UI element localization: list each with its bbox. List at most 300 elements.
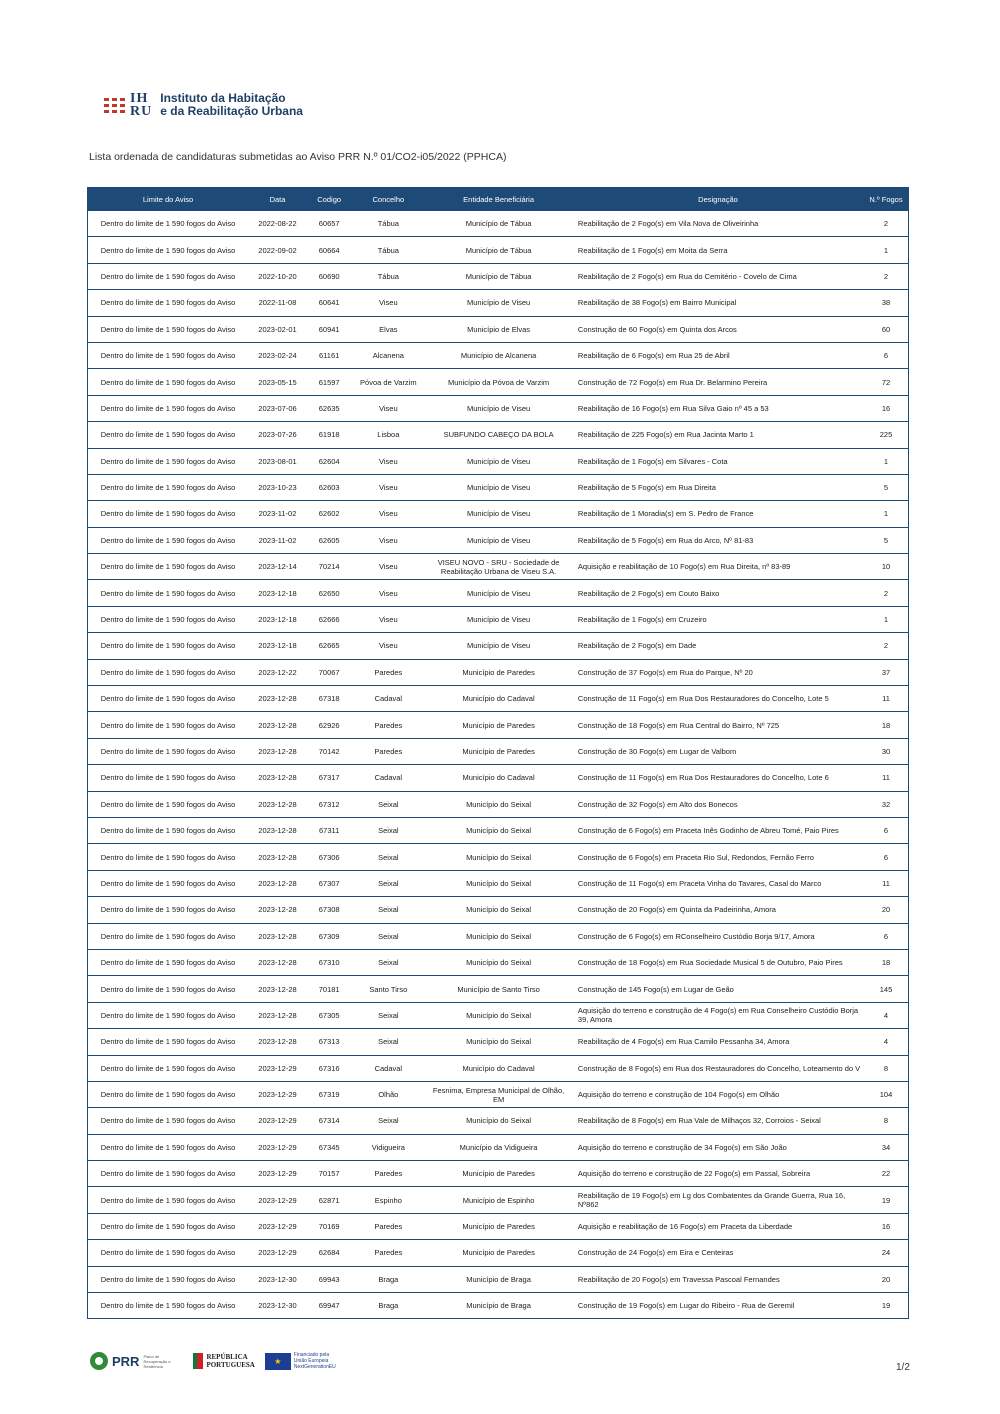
table-cell: 20 xyxy=(864,897,908,923)
table-cell: Município de Viseu xyxy=(425,501,572,527)
eu-logo xyxy=(265,1352,354,1370)
eu-flag-icon: ★ xyxy=(265,1353,291,1370)
table-row xyxy=(88,448,909,474)
table-cell: Seixal xyxy=(351,844,425,870)
table-cell: Dentro do limite de 1 590 fogos do Aviso xyxy=(88,1134,249,1160)
table-cell: Construção de 32 Fogo(s) em Alto dos Bonecos xyxy=(572,791,864,817)
republica-line-1: REPÚBLICA xyxy=(206,1353,248,1361)
table-cell: Seixal xyxy=(351,1002,425,1028)
table-cell: Dentro do limite de 1 590 fogos do Aviso xyxy=(88,897,249,923)
table-cell: Tábua xyxy=(351,263,425,289)
table-cell: Aquisição do terreno e construção de 4 Fogo(s) em Rua Conselheiro Custódio Borja 39, Amora xyxy=(572,1002,864,1028)
table-cell: 2022-11-08 xyxy=(248,290,307,316)
table-cell: SUBFUNDO CABEÇO DA BOLA xyxy=(425,422,572,448)
table-cell: 70067 xyxy=(307,659,352,685)
table-row xyxy=(88,527,909,553)
table-cell: 67312 xyxy=(307,791,352,817)
table-row xyxy=(88,501,909,527)
table-cell: 1 xyxy=(864,448,908,474)
table-cell: 19 xyxy=(864,1293,908,1319)
table-cell: Dentro do limite de 1 590 fogos do Aviso xyxy=(88,1029,249,1055)
table-cell: 5 xyxy=(864,527,908,553)
column-header: Data xyxy=(248,187,307,211)
table-cell: Dentro do limite de 1 590 fogos do Aviso xyxy=(88,342,249,368)
table-row xyxy=(88,897,909,923)
prr-small-text: Plano de Recuperação e Resiliência xyxy=(143,1353,171,1369)
table-cell: 2023-12-29 xyxy=(248,1213,307,1239)
table-cell: Espinho xyxy=(351,1187,425,1213)
table-cell: 62605 xyxy=(307,527,352,553)
table-cell: Reabilitação de 2 Fogo(s) em Vila Nova de Oliveirinha xyxy=(572,211,864,237)
table-cell: Construção de 6 Fogo(s) em RConselheiro Custódio Borja 9/17, Amora xyxy=(572,923,864,949)
table-row xyxy=(88,817,909,843)
table-cell: 67307 xyxy=(307,870,352,896)
table-cell: Reabilitação de 1 Moradia(s) em S. Pedro de France xyxy=(572,501,864,527)
table-cell: Município de Espinho xyxy=(425,1187,572,1213)
table-cell: 60690 xyxy=(307,263,352,289)
table-cell: Dentro do limite de 1 590 fogos do Aviso xyxy=(88,422,249,448)
table-row xyxy=(88,580,909,606)
table-cell: Dentro do limite de 1 590 fogos do Aviso xyxy=(88,791,249,817)
table-cell: Dentro do limite de 1 590 fogos do Aviso xyxy=(88,316,249,342)
table-cell: Dentro do limite de 1 590 fogos do Aviso xyxy=(88,633,249,659)
table-cell: Viseu xyxy=(351,474,425,500)
table-row xyxy=(88,237,909,263)
table-cell: Dentro do limite de 1 590 fogos do Aviso xyxy=(88,976,249,1002)
table-cell: 62650 xyxy=(307,580,352,606)
table-cell: 10 xyxy=(864,554,908,580)
portugal-flag-icon xyxy=(193,1353,203,1369)
table-row xyxy=(88,844,909,870)
table-cell: Município de Santo Tirso xyxy=(425,976,572,1002)
candidaturas-table xyxy=(87,187,909,1319)
table-cell: Município do Seixal xyxy=(425,1029,572,1055)
table-cell: 72 xyxy=(864,369,908,395)
table-cell: Reabilitação de 6 Fogo(s) em Rua 25 de Abril xyxy=(572,342,864,368)
table-row xyxy=(88,712,909,738)
republica-logo xyxy=(193,1353,254,1369)
logo-line-2: e da Reabilitação Urbana xyxy=(160,104,303,118)
table-cell: 2023-12-28 xyxy=(248,712,307,738)
table-cell: Município de Braga xyxy=(425,1293,572,1319)
logo-letters-bottom: RU xyxy=(130,104,153,119)
table-cell: 60 xyxy=(864,316,908,342)
table-cell: Construção de 18 Fogo(s) em Rua Sociedade Musical 5 de Outubro, Paio Pires xyxy=(572,949,864,975)
table-cell: 2023-07-26 xyxy=(248,422,307,448)
table-cell: Braga xyxy=(351,1293,425,1319)
table-cell: Aquisição do terreno e construção de 34 Fogo(s) em São João xyxy=(572,1134,864,1160)
table-cell: Município de Viseu xyxy=(425,474,572,500)
table-row xyxy=(88,949,909,975)
table-header-row xyxy=(88,187,909,211)
table-cell: Construção de 6 Fogo(s) em Praceta Inês Godinho de Abreu Tomé, Paio Pires xyxy=(572,817,864,843)
table-cell: Fesnima, Empresa Municipal de Olhão, EM xyxy=(425,1081,572,1107)
table-cell: 2 xyxy=(864,580,908,606)
table-row xyxy=(88,554,909,580)
table-body xyxy=(88,211,909,1319)
table-cell: 20 xyxy=(864,1266,908,1292)
column-header: N.º Fogos xyxy=(864,187,908,211)
table-cell: 38 xyxy=(864,290,908,316)
table-row xyxy=(88,738,909,764)
table-cell: Tábua xyxy=(351,237,425,263)
table-cell: Lisboa xyxy=(351,422,425,448)
table-cell: 11 xyxy=(864,765,908,791)
table-cell: 67345 xyxy=(307,1134,352,1160)
table-cell: 2023-12-28 xyxy=(248,1002,307,1028)
table-cell: Dentro do limite de 1 590 fogos do Aviso xyxy=(88,237,249,263)
table-cell: Dentro do limite de 1 590 fogos do Aviso xyxy=(88,263,249,289)
table-cell: Elvas xyxy=(351,316,425,342)
table-cell: Construção de 18 Fogo(s) em Rua Central do Bairro, Nº 725 xyxy=(572,712,864,738)
table-cell: 2023-12-30 xyxy=(248,1293,307,1319)
column-header: Limite do Aviso xyxy=(88,187,249,211)
table-cell: 2023-12-29 xyxy=(248,1108,307,1134)
table-cell: Município do Seixal xyxy=(425,791,572,817)
table-cell: Seixal xyxy=(351,1108,425,1134)
table-cell: 4 xyxy=(864,1029,908,1055)
table-cell: Dentro do limite de 1 590 fogos do Aviso xyxy=(88,1161,249,1187)
column-header: Concelho xyxy=(351,187,425,211)
table-row xyxy=(88,1002,909,1028)
table-cell: Cadaval xyxy=(351,765,425,791)
table-cell: 2023-12-18 xyxy=(248,606,307,632)
table-cell: 22 xyxy=(864,1161,908,1187)
table-cell: Município de Viseu xyxy=(425,633,572,659)
table-cell: 2023-12-28 xyxy=(248,844,307,870)
table-cell: 2022-08-22 xyxy=(248,211,307,237)
table-cell: Viseu xyxy=(351,501,425,527)
table-cell: Dentro do limite de 1 590 fogos do Aviso xyxy=(88,817,249,843)
table-cell: Aquisição e reabilitação de 10 Fogo(s) em Rua Direita, nº 83-89 xyxy=(572,554,864,580)
table-cell: Município de Elvas xyxy=(425,316,572,342)
table-cell: Dentro do limite de 1 590 fogos do Aviso xyxy=(88,949,249,975)
table-cell: Alcanena xyxy=(351,342,425,368)
table-cell: Construção de 11 Fogo(s) em Praceta Vinha do Tavares, Casal do Marco xyxy=(572,870,864,896)
table-cell: 1 xyxy=(864,501,908,527)
table-cell: Dentro do limite de 1 590 fogos do Aviso xyxy=(88,712,249,738)
table-cell: 70157 xyxy=(307,1161,352,1187)
table-row xyxy=(88,263,909,289)
table-cell: 2023-12-28 xyxy=(248,976,307,1002)
table-cell: Dentro do limite de 1 590 fogos do Aviso xyxy=(88,1187,249,1213)
table-cell: Dentro do limite de 1 590 fogos do Aviso xyxy=(88,923,249,949)
table-cell: 62665 xyxy=(307,633,352,659)
table-cell: 62604 xyxy=(307,448,352,474)
table-cell: Município de Tábua xyxy=(425,211,572,237)
table-cell: Município de Paredes xyxy=(425,659,572,685)
prr-logo xyxy=(90,1352,183,1370)
table-cell: 61597 xyxy=(307,369,352,395)
table-cell: Aquisição do terreno e construção de 22 Fogo(s) em Passal, Sobreira xyxy=(572,1161,864,1187)
table-cell: Município do Seixal xyxy=(425,923,572,949)
table-row xyxy=(88,1213,909,1239)
table-cell: 62666 xyxy=(307,606,352,632)
table-cell: 2023-12-28 xyxy=(248,870,307,896)
table-row xyxy=(88,474,909,500)
table-cell: Município de Alcanena xyxy=(425,342,572,368)
table-row xyxy=(88,633,909,659)
logo-bars-icon xyxy=(104,98,126,113)
table-cell: Seixal xyxy=(351,897,425,923)
table-cell: Seixal xyxy=(351,1029,425,1055)
table-cell: 2023-02-24 xyxy=(248,342,307,368)
table-row xyxy=(88,1266,909,1292)
table-cell: 2023-12-18 xyxy=(248,633,307,659)
table-cell: Município de Viseu xyxy=(425,290,572,316)
table-cell: 67310 xyxy=(307,949,352,975)
table-cell: Município do Cadaval xyxy=(425,1055,572,1081)
table-cell: Olhão xyxy=(351,1081,425,1107)
table-cell: Paredes xyxy=(351,1213,425,1239)
table-cell: Dentro do limite de 1 590 fogos do Aviso xyxy=(88,1240,249,1266)
eu-line-2: União Europeia xyxy=(293,1358,329,1364)
table-cell: Município do Seixal xyxy=(425,844,572,870)
table-cell: 16 xyxy=(864,395,908,421)
table-cell: Reabilitação de 20 Fogo(s) em Travessa Pascoal Fernandes xyxy=(572,1266,864,1292)
table-cell: 8 xyxy=(864,1108,908,1134)
table-cell: Aquisição e reabilitação de 16 Fogo(s) em Praceta da Liberdade xyxy=(572,1213,864,1239)
table-cell: 67305 xyxy=(307,1002,352,1028)
table-cell: 2023-12-28 xyxy=(248,738,307,764)
table-cell: Aquisição do terreno e construção de 104 Fogo(s) em Olhão xyxy=(572,1081,864,1107)
table-cell: 6 xyxy=(864,342,908,368)
table-cell: 2 xyxy=(864,263,908,289)
table-cell: Dentro do limite de 1 590 fogos do Aviso xyxy=(88,659,249,685)
table-row xyxy=(88,1293,909,1319)
table-cell: Dentro do limite de 1 590 fogos do Aviso xyxy=(88,1055,249,1081)
column-header: Entidade Beneficiária xyxy=(425,187,572,211)
table-cell: Seixal xyxy=(351,870,425,896)
table-cell: Reabilitação de 225 Fogo(s) em Rua Jacinta Marto 1 xyxy=(572,422,864,448)
table-cell: 2023-12-28 xyxy=(248,791,307,817)
table-cell: Município do Cadaval xyxy=(425,765,572,791)
table-cell: Município de Tábua xyxy=(425,263,572,289)
column-header: Codigo xyxy=(307,187,352,211)
table-cell: 24 xyxy=(864,1240,908,1266)
table-cell: 2023-11-02 xyxy=(248,527,307,553)
eu-line-3: NextGenerationEU xyxy=(293,1364,336,1370)
table-cell: Paredes xyxy=(351,712,425,738)
table-cell: Viseu xyxy=(351,448,425,474)
table-row xyxy=(88,1081,909,1107)
table-cell: 1 xyxy=(864,237,908,263)
table-cell: Construção de 24 Fogo(s) em Eira e Centeiras xyxy=(572,1240,864,1266)
table-cell: 11 xyxy=(864,870,908,896)
table-cell: 1 xyxy=(864,606,908,632)
table-cell: 60941 xyxy=(307,316,352,342)
table-cell: 67319 xyxy=(307,1081,352,1107)
table-cell: 2 xyxy=(864,211,908,237)
table-cell: Viseu xyxy=(351,633,425,659)
table-cell: Reabilitação de 1 Fogo(s) em Silvares - Cota xyxy=(572,448,864,474)
table-cell: 60641 xyxy=(307,290,352,316)
table-cell: 67309 xyxy=(307,923,352,949)
table-cell: Reabilitação de 5 Fogo(s) em Rua do Arco, Nº 81-83 xyxy=(572,527,864,553)
table-cell: 6 xyxy=(864,817,908,843)
table-cell: 2023-12-18 xyxy=(248,580,307,606)
table-cell: Seixal xyxy=(351,949,425,975)
table-row xyxy=(88,369,909,395)
table-cell: 67316 xyxy=(307,1055,352,1081)
table-cell: Viseu xyxy=(351,290,425,316)
table-cell: Município do Seixal xyxy=(425,870,572,896)
table-cell: Município de Paredes xyxy=(425,1161,572,1187)
table-cell: 70142 xyxy=(307,738,352,764)
table-cell: Dentro do limite de 1 590 fogos do Aviso xyxy=(88,870,249,896)
table-cell: 67311 xyxy=(307,817,352,843)
table-cell: Dentro do limite de 1 590 fogos do Aviso xyxy=(88,290,249,316)
table-cell: Município de Braga xyxy=(425,1266,572,1292)
table-cell: Reabilitação de 2 Fogo(s) em Couto Baixo xyxy=(572,580,864,606)
table-cell: Cadaval xyxy=(351,686,425,712)
table-cell: Município de Viseu xyxy=(425,606,572,632)
table-cell: 62871 xyxy=(307,1187,352,1213)
table-cell: 2023-08-01 xyxy=(248,448,307,474)
table-cell: Reabilitação de 2 Fogo(s) em Dade xyxy=(572,633,864,659)
table-cell: Construção de 11 Fogo(s) em Rua Dos Restauradores do Concelho, Lote 5 xyxy=(572,686,864,712)
table-cell: 6 xyxy=(864,844,908,870)
table-cell: 70214 xyxy=(307,554,352,580)
prr-label: PRR xyxy=(112,1353,140,1369)
table-cell: 30 xyxy=(864,738,908,764)
table-cell: 70169 xyxy=(307,1213,352,1239)
table-cell: Município do Seixal xyxy=(425,817,572,843)
table-cell: Município de Viseu xyxy=(425,395,572,421)
table-cell: Dentro do limite de 1 590 fogos do Aviso xyxy=(88,580,249,606)
table-cell: Reabilitação de 4 Fogo(s) em Rua Camilo Pessanha 34, Amora xyxy=(572,1029,864,1055)
table-cell: Reabilitação de 2 Fogo(s) em Rua do Cemitério - Covelo de Cima xyxy=(572,263,864,289)
table-cell: 18 xyxy=(864,949,908,975)
table-cell: 2023-11-02 xyxy=(248,501,307,527)
table-row xyxy=(88,606,909,632)
table-row xyxy=(88,1055,909,1081)
prr-circle-icon xyxy=(90,1352,108,1370)
table-cell: 225 xyxy=(864,422,908,448)
table-cell: 67317 xyxy=(307,765,352,791)
table-cell: 34 xyxy=(864,1134,908,1160)
table-cell: Município de Viseu xyxy=(425,580,572,606)
table-cell: Santo Tirso xyxy=(351,976,425,1002)
table-cell: Cadaval xyxy=(351,1055,425,1081)
table-cell: 2023-12-29 xyxy=(248,1161,307,1187)
table-cell: Município de Tábua xyxy=(425,237,572,263)
table-row xyxy=(88,395,909,421)
table-cell: 2023-12-14 xyxy=(248,554,307,580)
table-row xyxy=(88,791,909,817)
table-cell: 62635 xyxy=(307,395,352,421)
table-cell: 2023-12-28 xyxy=(248,765,307,791)
table-cell: Vidigueira xyxy=(351,1134,425,1160)
table-cell: 2023-07-06 xyxy=(248,395,307,421)
table-cell: Dentro do limite de 1 590 fogos do Aviso xyxy=(88,554,249,580)
table-cell: Dentro do limite de 1 590 fogos do Aviso xyxy=(88,395,249,421)
table-cell: 62603 xyxy=(307,474,352,500)
table-row xyxy=(88,1240,909,1266)
table-cell: 61161 xyxy=(307,342,352,368)
table-cell: 8 xyxy=(864,1055,908,1081)
table-cell: Viseu xyxy=(351,527,425,553)
table-row xyxy=(88,1108,909,1134)
table-cell: 6 xyxy=(864,923,908,949)
table-cell: 60657 xyxy=(307,211,352,237)
table-cell: 67306 xyxy=(307,844,352,870)
logo-line-1: Instituto da Habitação xyxy=(160,91,286,105)
table-row xyxy=(88,1134,909,1160)
table-cell: Viseu xyxy=(351,580,425,606)
table-cell: Seixal xyxy=(351,923,425,949)
table-cell: 2022-10-20 xyxy=(248,263,307,289)
table-cell: Dentro do limite de 1 590 fogos do Aviso xyxy=(88,738,249,764)
table-row xyxy=(88,316,909,342)
table-cell: Dentro do limite de 1 590 fogos do Aviso xyxy=(88,369,249,395)
table-cell: Construção de 6 Fogo(s) em Praceta Rio Sul, Redondos, Fernão Ferro xyxy=(572,844,864,870)
table-cell: 2023-12-29 xyxy=(248,1134,307,1160)
table-cell: Construção de 60 Fogo(s) em Quinta dos Arcos xyxy=(572,316,864,342)
table-cell: Dentro do limite de 1 590 fogos do Aviso xyxy=(88,211,249,237)
table-cell: 37 xyxy=(864,659,908,685)
table-cell: Construção de 8 Fogo(s) em Rua dos Restauradores do Concelho, Loteamento do V xyxy=(572,1055,864,1081)
table-cell: 2023-05-15 xyxy=(248,369,307,395)
table-cell: 67308 xyxy=(307,897,352,923)
table-cell: Dentro do limite de 1 590 fogos do Aviso xyxy=(88,765,249,791)
table-cell: Paredes xyxy=(351,1240,425,1266)
table-cell: Construção de 72 Fogo(s) em Rua Dr. Belarmino Pereira xyxy=(572,369,864,395)
table-cell: Reabilitação de 8 Fogo(s) em Rua Vale de Milhaços 32, Corroios - Seixal xyxy=(572,1108,864,1134)
table-cell: 70181 xyxy=(307,976,352,1002)
column-header: Designação xyxy=(572,187,864,211)
table-row xyxy=(88,1029,909,1055)
table-cell: 19 xyxy=(864,1187,908,1213)
table-cell: Reabilitação de 16 Fogo(s) em Rua Silva Gaio nº 45 a 53 xyxy=(572,395,864,421)
table-cell: Dentro do limite de 1 590 fogos do Aviso xyxy=(88,1266,249,1292)
table-cell: Dentro do limite de 1 590 fogos do Aviso xyxy=(88,527,249,553)
table-cell: 67318 xyxy=(307,686,352,712)
table-cell: Braga xyxy=(351,1266,425,1292)
table-cell: 61918 xyxy=(307,422,352,448)
table-cell: 2023-02-01 xyxy=(248,316,307,342)
table-cell: 2023-12-28 xyxy=(248,897,307,923)
table-cell: Dentro do limite de 1 590 fogos do Aviso xyxy=(88,1002,249,1028)
table-cell: Paredes xyxy=(351,738,425,764)
table-cell: Construção de 20 Fogo(s) em Quinta da Padeirinha, Amora xyxy=(572,897,864,923)
table-cell: 62602 xyxy=(307,501,352,527)
table-cell: Dentro do limite de 1 590 fogos do Aviso xyxy=(88,1108,249,1134)
table-cell: Reabilitação de 1 Fogo(s) em Moita da Serra xyxy=(572,237,864,263)
table-cell: Município do Seixal xyxy=(425,897,572,923)
table-cell: 2022-09-02 xyxy=(248,237,307,263)
table-cell: Seixal xyxy=(351,791,425,817)
table-cell: Paredes xyxy=(351,659,425,685)
table-row xyxy=(88,1161,909,1187)
table-cell: Construção de 19 Fogo(s) em Lugar do Ribeiro - Rua de Geremil xyxy=(572,1293,864,1319)
table-row xyxy=(88,686,909,712)
table-row xyxy=(88,290,909,316)
table-cell: Seixal xyxy=(351,817,425,843)
table-cell: 60664 xyxy=(307,237,352,263)
document-subtitle: Lista ordenada de candidaturas submetidas ao Aviso PRR N.º 01/CO2-i05/2022 (PPHCA) xyxy=(89,151,507,163)
table-cell: 2023-10-23 xyxy=(248,474,307,500)
table-cell: Reabilitação de 38 Fogo(s) em Bairro Municipal xyxy=(572,290,864,316)
table-cell: Dentro do limite de 1 590 fogos do Aviso xyxy=(88,844,249,870)
table-cell: Reabilitação de 1 Fogo(s) em Cruzeiro xyxy=(572,606,864,632)
logo-letters-top: IH xyxy=(130,91,149,106)
table-cell: 2023-12-30 xyxy=(248,1266,307,1292)
table-cell: 2023-12-29 xyxy=(248,1081,307,1107)
table-cell: 2023-12-29 xyxy=(248,1240,307,1266)
table-cell: 4 xyxy=(864,1002,908,1028)
table-cell: 2 xyxy=(864,633,908,659)
